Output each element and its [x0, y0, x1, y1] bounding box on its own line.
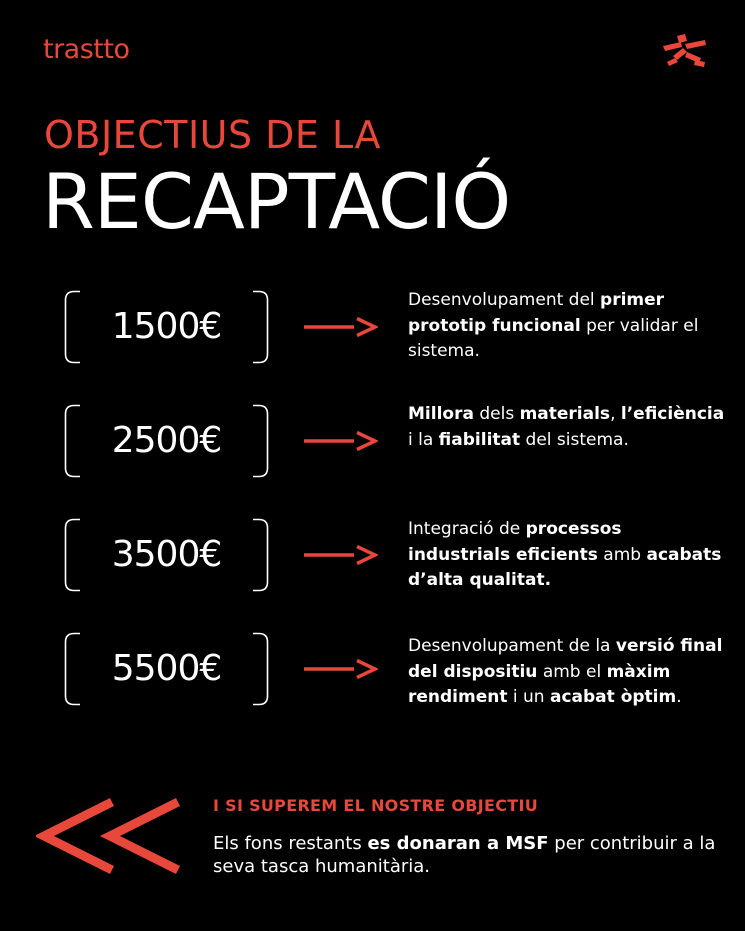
highlight-text: l’eficiència — [620, 404, 725, 424]
double-chevron-left-icon — [36, 797, 182, 875]
goal-amount: 3500€ — [111, 534, 222, 575]
trastto-logo: trastto — [43, 34, 130, 65]
highlight-text: materials — [519, 404, 611, 424]
body-text: Desenvolupament del — [408, 290, 601, 310]
body-text: i un — [507, 687, 550, 707]
goal-amount: 5500€ — [111, 648, 222, 689]
body-text: del sistema. — [520, 429, 629, 450]
amount-box — [64, 518, 269, 592]
arrow-right-icon — [304, 545, 378, 565]
body-text: . — [676, 687, 682, 707]
body-text: i la — [408, 429, 439, 450]
bonus-text — [213, 832, 733, 878]
highlight-text: acabats d’alta qualitat. — [408, 544, 722, 590]
goal-description — [408, 517, 728, 594]
goal-amount: 1500€ — [111, 306, 222, 347]
body-text: , — [610, 404, 621, 424]
bonus-title: I SI SUPEREM EL NOSTRE OBJECTIU — [213, 796, 539, 815]
goal-amount: 2500€ — [111, 420, 222, 461]
highlight-text: fiabilitat — [438, 429, 521, 450]
highlight-text: es donaran a MSF — [367, 833, 549, 854]
highlight-text: primer prototip funcional — [408, 290, 665, 336]
arrow-right-icon — [304, 431, 378, 451]
highlight-text: Millora — [408, 404, 474, 424]
highlight-text: processos industrials eficients — [408, 519, 622, 565]
body-text: Integració de — [408, 519, 526, 539]
highlight-text: versió final del dispositiu — [408, 636, 723, 682]
msf-logo — [659, 32, 709, 70]
goal-description — [408, 288, 728, 365]
amount-box — [64, 632, 269, 706]
goal-description — [408, 402, 728, 453]
amount-box — [64, 404, 269, 478]
goal-description — [408, 634, 728, 711]
body-text: amb — [597, 544, 647, 565]
body-text: amb el — [537, 661, 607, 682]
highlight-text: màxim rendiment — [408, 661, 671, 707]
arrow-right-icon — [304, 659, 378, 679]
arrow-right-icon — [304, 317, 378, 337]
body-text: per validar el sistema. — [408, 315, 699, 361]
amount-box — [64, 290, 269, 364]
body-text: dels — [473, 404, 520, 424]
page-title: RECAPTACIÓ — [42, 157, 511, 246]
body-text: Desenvolupament de la — [408, 636, 616, 656]
body-text: Els fons restants — [213, 833, 368, 854]
title-line-1: OBJECTIUS DE LA — [44, 113, 382, 157]
highlight-text: acabat òptim — [549, 687, 677, 707]
body-text: per contribuir a la seva tasca humanitària. — [213, 833, 716, 877]
